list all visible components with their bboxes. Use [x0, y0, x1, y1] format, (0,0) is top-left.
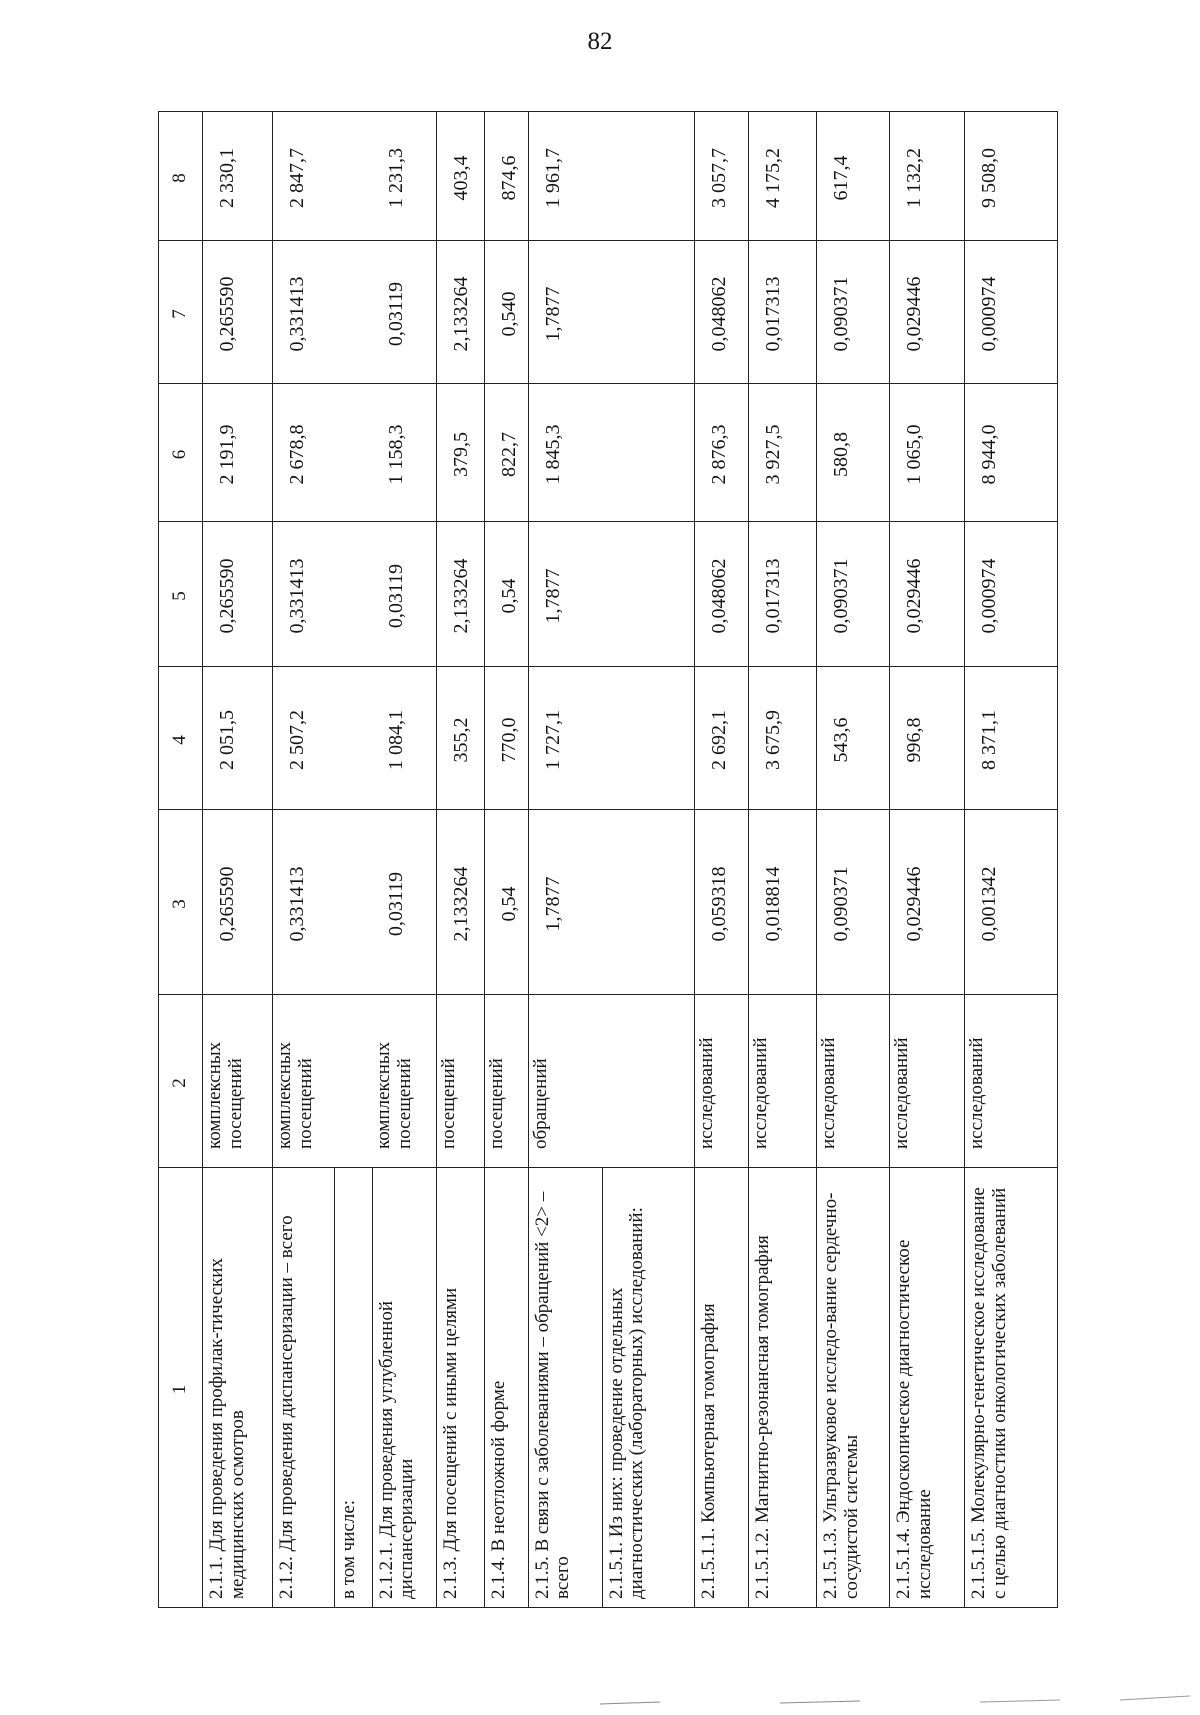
table-row: [817, 112, 890, 1608]
value-cell: 1 084,1: [372, 667, 437, 810]
value-cell: 2 507,2: [273, 667, 373, 810]
unit-cell: комплексных посещений: [273, 995, 373, 1168]
table-row: [748, 112, 817, 1608]
unit-cell: исследований: [748, 995, 817, 1168]
column-header: 2: [159, 995, 203, 1168]
value-cell: 403,4: [437, 112, 484, 241]
value-cell: 1,7877: [528, 810, 694, 995]
value-cell: 0,017313: [748, 241, 817, 384]
value-cell: 2,133264: [437, 810, 484, 995]
table-row: [484, 112, 528, 1608]
value-cell: 0,265590: [203, 241, 273, 384]
unit-cell: исследований: [695, 995, 748, 1168]
value-cell: 0,000974: [965, 522, 1058, 667]
unit-cell: посещений: [484, 995, 528, 1168]
value-cell: 379,5: [437, 384, 484, 522]
value-cell: 874,6: [484, 112, 528, 241]
value-cell: 1,7877: [528, 522, 694, 667]
value-cell: 1 845,3: [528, 384, 694, 522]
unit-cell: посещений: [437, 995, 484, 1168]
value-cell: 580,8: [817, 384, 890, 522]
value-cell: 2 330,1: [203, 112, 273, 241]
table-row: [273, 112, 335, 1608]
value-cell: 2 051,5: [203, 667, 273, 810]
row-label: 2.1.5.1.3. Ультразвуковое исследо-вание сердечно-сосудистой системы: [817, 1168, 890, 1608]
table-row: [203, 112, 273, 1608]
row-label: 2.1.2.1. Для проведения углубленной диспансеризации: [372, 1168, 437, 1608]
page-number: 82: [587, 28, 613, 55]
value-cell: 0,540: [484, 241, 528, 384]
unit-cell: исследований: [965, 995, 1058, 1168]
column-header: 5: [159, 522, 203, 667]
value-cell: 0,54: [484, 810, 528, 995]
value-cell: 996,8: [890, 667, 965, 810]
value-cell: 0,029446: [890, 522, 965, 667]
value-cell: 0,03119: [372, 241, 437, 384]
value-cell: 0,048062: [695, 241, 748, 384]
column-header: 1: [159, 1168, 203, 1608]
row-label: в том числе:: [334, 1168, 372, 1608]
rotated-table-container: [158, 112, 1058, 1608]
value-cell: 9 508,0: [965, 112, 1058, 241]
value-cell: 0,029446: [890, 810, 965, 995]
value-cell: 2 678,8: [273, 384, 373, 522]
value-cell: 2 191,9: [203, 384, 273, 522]
table-row: [890, 112, 965, 1608]
value-cell: 617,4: [817, 112, 890, 241]
value-cell: 1 158,3: [372, 384, 437, 522]
column-header: 4: [159, 667, 203, 810]
value-cell: 0,017313: [748, 522, 817, 667]
row-label: 2.1.5.1.5. Молекулярно-генетическое исследование с целью диагностики онкологических заболеваний: [965, 1168, 1058, 1608]
column-header: 3: [159, 810, 203, 995]
scan-artifact-lines: [600, 1690, 1200, 1710]
value-cell: 0,54: [484, 522, 528, 667]
table-row: [372, 112, 437, 1608]
row-label: 2.1.3. Для посещений с иными целями: [437, 1168, 484, 1608]
value-cell: 770,0: [484, 667, 528, 810]
table-row: [528, 112, 602, 1608]
row-label: 2.1.5.1.2. Магнитно-резонансная томография: [748, 1168, 817, 1608]
value-cell: 0,029446: [890, 241, 965, 384]
unit-cell: исследований: [890, 995, 965, 1168]
value-cell: 0,018814: [748, 810, 817, 995]
value-cell: 1 961,7: [528, 112, 694, 241]
row-label: 2.1.5.1. Из них: проведение отдельных диагностических (лабораторных) исследований:: [602, 1168, 694, 1608]
value-cell: 0,331413: [273, 241, 373, 384]
row-label: 2.1.1. Для проведения профилак-тических медицинских осмотров: [203, 1168, 273, 1608]
row-label: 2.1.5.1.4. Эндоскопическое диагностическое исследование: [890, 1168, 965, 1608]
value-cell: 1 727,1: [528, 667, 694, 810]
value-cell: 822,7: [484, 384, 528, 522]
value-cell: 3 927,5: [748, 384, 817, 522]
value-cell: 3 675,9: [748, 667, 817, 810]
value-cell: 2,133264: [437, 241, 484, 384]
value-cell: 543,6: [817, 667, 890, 810]
value-cell: 0,090371: [817, 522, 890, 667]
value-cell: 1 231,3: [372, 112, 437, 241]
value-cell: 0,265590: [203, 810, 273, 995]
value-cell: 0,090371: [817, 241, 890, 384]
value-cell: 0,03119: [372, 522, 437, 667]
value-cell: 2 692,1: [695, 667, 748, 810]
value-cell: 0,03119: [372, 810, 437, 995]
value-cell: 355,2: [437, 667, 484, 810]
value-cell: 0,048062: [695, 522, 748, 667]
value-cell: 3 057,7: [695, 112, 748, 241]
unit-cell: обращений: [528, 995, 694, 1168]
table-row: [437, 112, 484, 1608]
value-cell: 0,265590: [203, 522, 273, 667]
table-row: [965, 112, 1058, 1608]
value-cell: 0,000974: [965, 241, 1058, 384]
value-cell: 2 876,3: [695, 384, 748, 522]
value-cell: 2 847,7: [273, 112, 373, 241]
value-cell: 2,133264: [437, 522, 484, 667]
column-header: 7: [159, 241, 203, 384]
column-header: 6: [159, 384, 203, 522]
unit-cell: исследований: [817, 995, 890, 1168]
value-cell: 8 371,1: [965, 667, 1058, 810]
value-cell: 1 065,0: [890, 384, 965, 522]
row-label: 2.1.2. Для проведения диспансеризации – всего: [273, 1168, 335, 1608]
row-label: 2.1.4. В неотложной форме: [484, 1168, 528, 1608]
value-cell: 0,331413: [273, 810, 373, 995]
value-cell: 0,331413: [273, 522, 373, 667]
header-row: [159, 112, 203, 1608]
value-cell: 0,001342: [965, 810, 1058, 995]
column-header: 8: [159, 112, 203, 241]
value-cell: 0,090371: [817, 810, 890, 995]
value-cell: 1 132,2: [890, 112, 965, 241]
table-row: [695, 112, 748, 1608]
unit-cell: комплексных посещений: [203, 995, 273, 1168]
value-cell: 0,059318: [695, 810, 748, 995]
data-table: [158, 111, 1058, 1608]
value-cell: 8 944,0: [965, 384, 1058, 522]
row-label: 2.1.5. В связи с заболеваниями – обращений <2> – всего: [528, 1168, 602, 1608]
unit-cell: комплексных посещений: [372, 995, 437, 1168]
row-label: 2.1.5.1.1. Компьютерная томография: [695, 1168, 748, 1608]
value-cell: 4 175,2: [748, 112, 817, 241]
value-cell: 1,7877: [528, 241, 694, 384]
